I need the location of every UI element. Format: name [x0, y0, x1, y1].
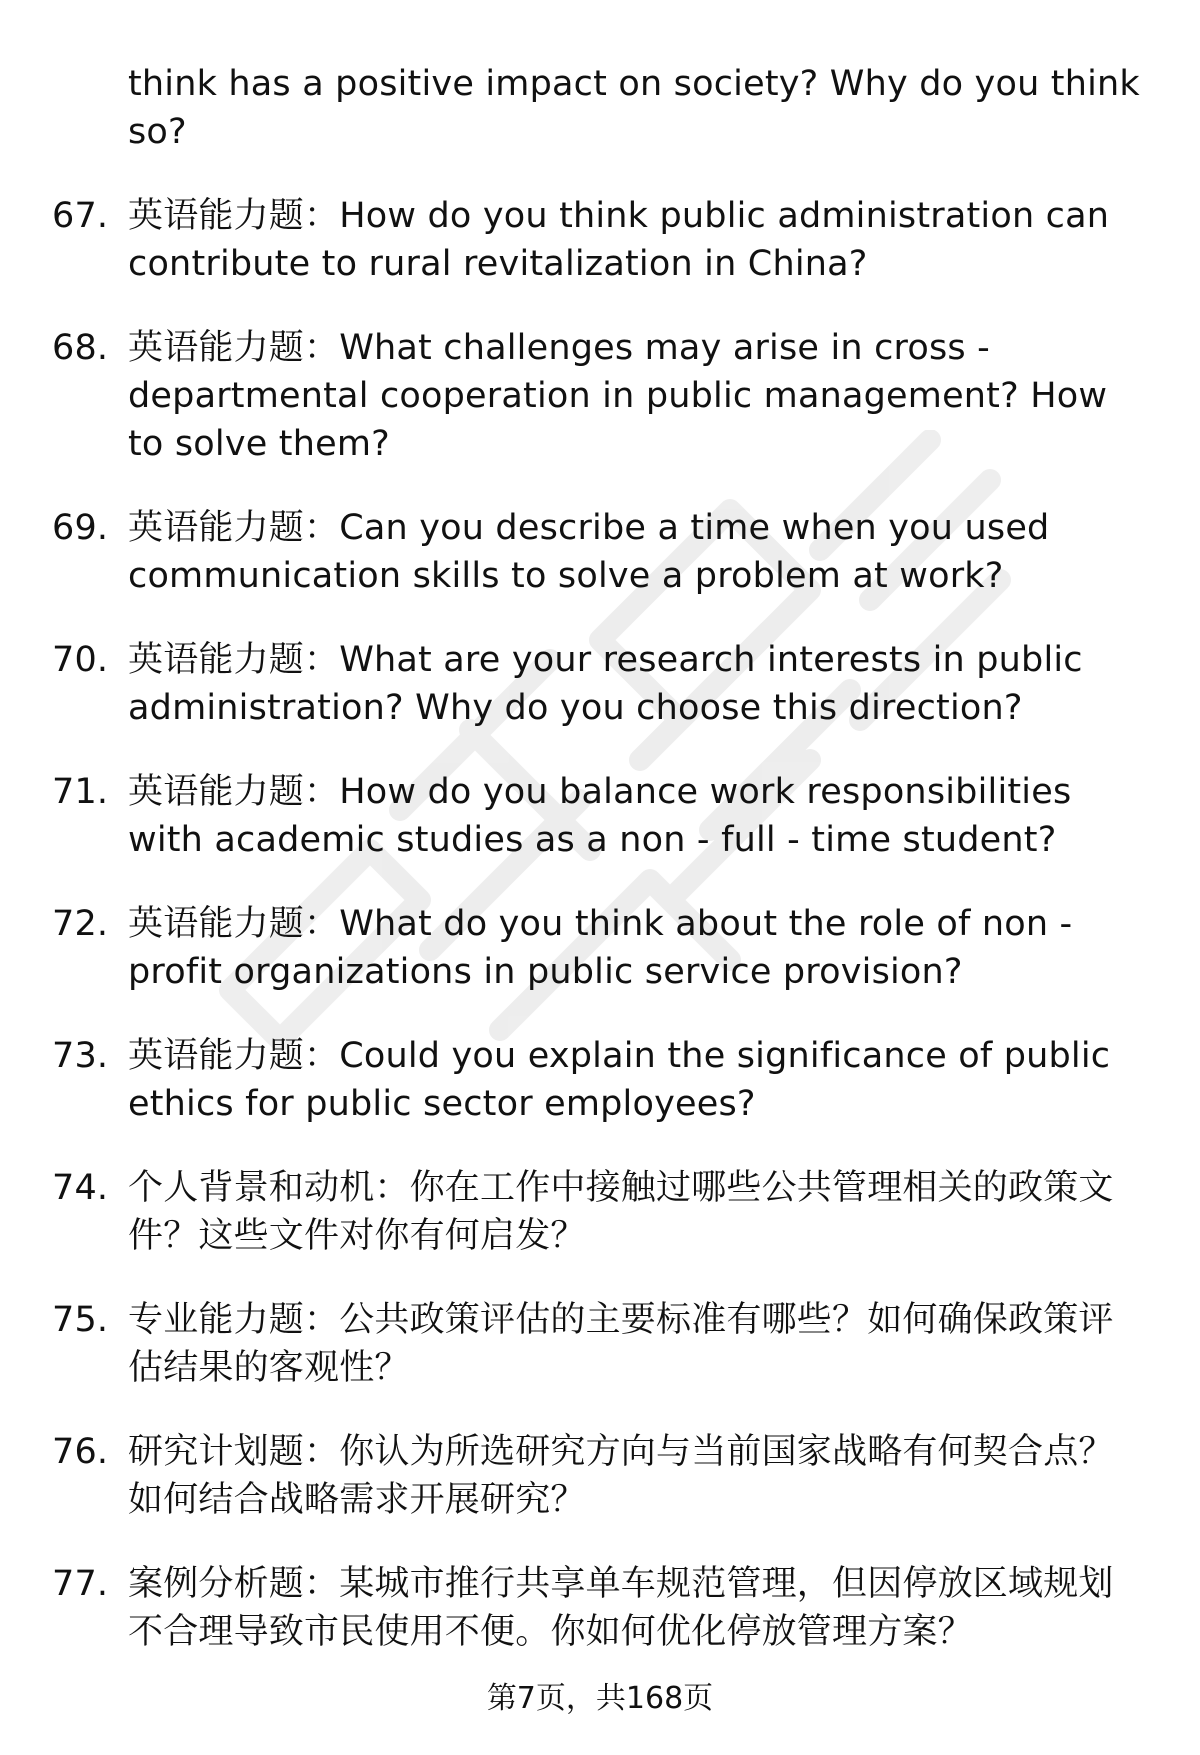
- question-number: 76.: [52, 1432, 109, 1472]
- question-text: 英语能力题：Can you describe a time when you used communication skills to solve a problem at work?: [128, 508, 1050, 596]
- question-text: 英语能力题：How do you think public administration can contribute to rural revitalization in China?: [128, 196, 1110, 284]
- question-number: 70.: [52, 640, 109, 680]
- list-item: [0, 324, 1148, 468]
- question-number: 73.: [52, 1036, 109, 1076]
- question-number: 74.: [52, 1168, 109, 1208]
- list-item: [0, 192, 1148, 288]
- continuation-text: [0, 60, 1148, 156]
- page-footer: 第7页，共168页: [486, 1681, 714, 1716]
- list-item: [0, 1428, 1148, 1524]
- question-text: think has a positive impact on society? Why do you think so?: [128, 64, 1140, 152]
- question-text: 英语能力题：How do you balance work responsibilities with academic studies as a non - full - time student?: [128, 772, 1072, 860]
- question-text: 专业能力题：公共政策评估的主要标准有哪些？如何确保政策评估结果的客观性？: [128, 1300, 1114, 1388]
- question-number: 77.: [52, 1564, 109, 1604]
- list-item: [0, 1164, 1148, 1260]
- list-item: [0, 1560, 1148, 1656]
- question-text: 英语能力题：Could you explain the significance of public ethics for public sector employees?: [128, 1036, 1111, 1124]
- question-number: 75.: [52, 1300, 109, 1340]
- list-item: [0, 768, 1148, 864]
- question-text: 研究计划题：你认为所选研究方向与当前国家战略有何契合点？如何结合战略需求开展研究？: [128, 1432, 1114, 1520]
- list-item: [0, 636, 1148, 732]
- question-list: [0, 60, 1200, 1656]
- question-text: 英语能力题：What are your research interests in public administration? Why do you choose this direction?: [128, 640, 1083, 728]
- question-text: 英语能力题：What challenges may arise in cross - departmental cooperation in public management? How to solve them?: [128, 328, 1108, 464]
- question-text: 个人背景和动机：你在工作中接触过哪些公共管理相关的政策文件？这些文件对你有何启发？: [128, 1168, 1114, 1256]
- question-text: 英语能力题：What do you think about the role of non - profit organizations in public service provision?: [128, 904, 1073, 992]
- list-item: [0, 504, 1148, 600]
- question-number: 69.: [52, 508, 109, 548]
- question-number: 72.: [52, 904, 109, 944]
- list-item: [0, 900, 1148, 996]
- question-number: 71.: [52, 772, 109, 812]
- question-number: 67.: [52, 196, 109, 236]
- question-number: 68.: [52, 328, 109, 368]
- question-text: 案例分析题：某城市推行共享单车规范管理，但因停放区域规划不合理导致市民使用不便。你如何优化停放管理方案？: [128, 1564, 1114, 1652]
- list-item: [0, 1032, 1148, 1128]
- list-item: [0, 1296, 1148, 1392]
